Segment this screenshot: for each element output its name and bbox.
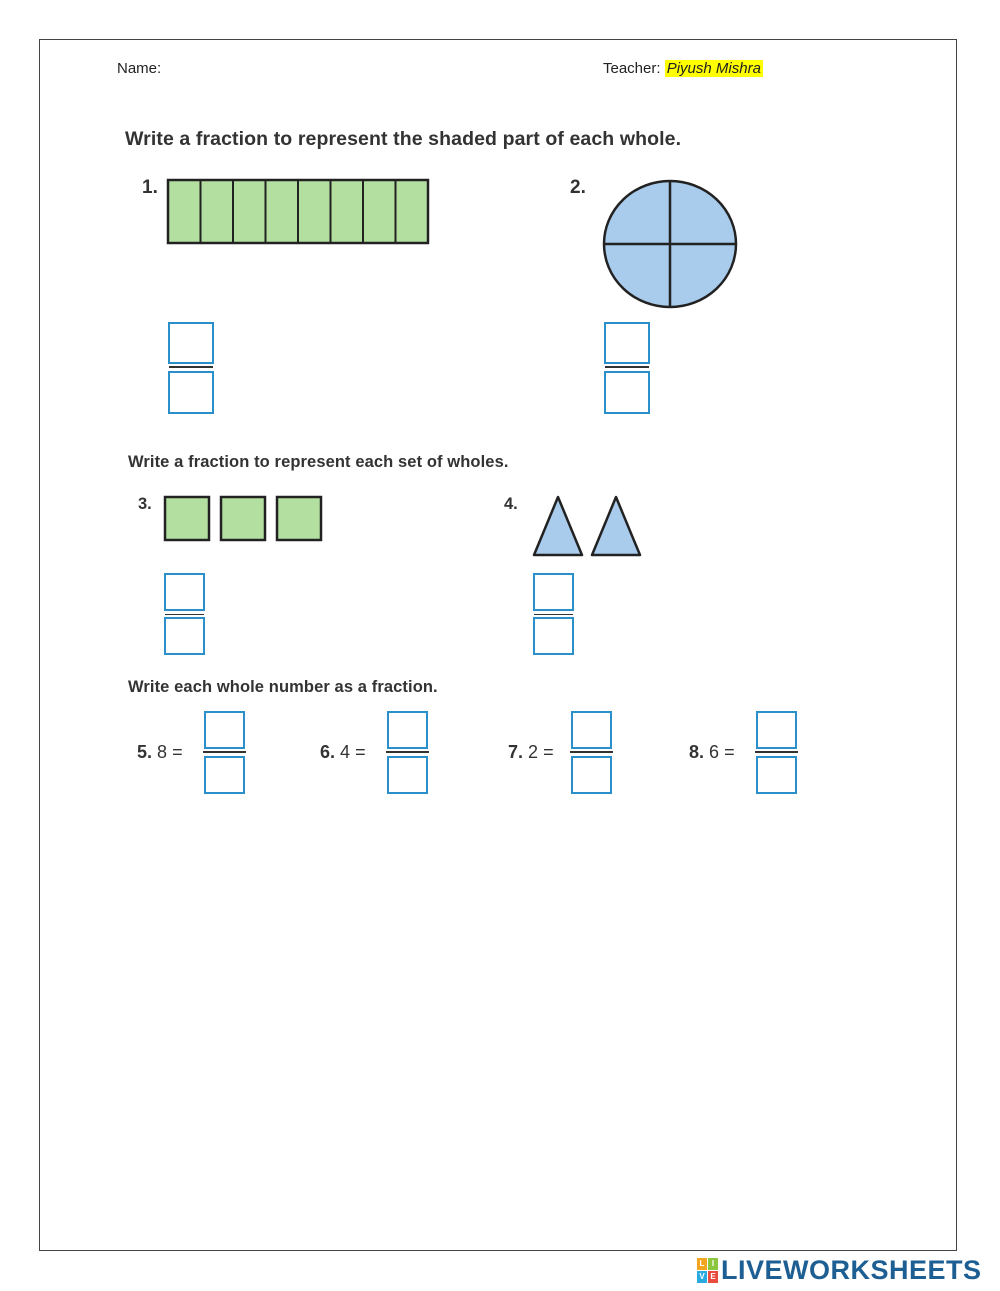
q6-denominator-input[interactable] [387,756,428,794]
question-7-equation [508,742,554,763]
question-2-number: 2. [570,177,586,198]
liveworksheets-logo [697,1255,982,1285]
logo-letter-e: E [708,1271,718,1283]
teacher-name: Piyush Mishra [666,60,761,77]
section-2-instruction: Write a fraction to represent each set of wholes. [128,453,509,471]
section-1-instruction: Write a fraction to represent the shaded part of each whole. [125,128,682,150]
q6-fraction-bar [386,751,429,753]
question-6-value: 4 [340,742,351,762]
question-5-number: 5. [137,742,153,762]
q7-numerator-input[interactable] [571,711,612,749]
logo-letter-v: V [697,1271,707,1283]
question-8-equation [689,742,735,763]
q3-fraction-bar [165,614,204,615]
q4-fraction-bar [534,614,573,615]
q8-numerator-input[interactable] [756,711,797,749]
q5-fraction-bar [203,751,246,753]
question-4-number: 4. [504,495,518,513]
question-1-rectangle-shape [166,178,432,246]
q1-denominator-input[interactable] [168,371,214,414]
q1-numerator-input[interactable] [168,322,214,364]
teacher-label-group [603,60,763,77]
question-5-value: 8 [157,742,168,762]
q7-fraction-bar [570,751,613,753]
question-5-equation [137,742,183,763]
q5-numerator-input[interactable] [204,711,245,749]
q1-fraction-bar [169,366,213,368]
brand-name: LIVEWORKSHEETS [721,1254,982,1285]
question-4-triangles-shape [531,494,645,558]
logo-mark-icon [697,1258,718,1283]
q8-denominator-input[interactable] [756,756,797,794]
q7-denominator-input[interactable] [571,756,612,794]
question-3-squares-shape [163,495,325,543]
question-5-equals: = [172,742,183,762]
question-3-number: 3. [138,495,152,513]
question-6-equals: = [355,742,366,762]
section-3-instruction: Write each whole number as a fraction. [128,678,438,696]
q2-numerator-input[interactable] [604,322,650,364]
q3-numerator-input[interactable] [164,573,205,611]
q4-numerator-input[interactable] [533,573,574,611]
question-2-circle-shape [601,178,741,312]
question-8-number: 8. [689,742,705,762]
q2-fraction-bar [605,366,649,368]
question-7-value: 2 [528,742,539,762]
question-6-number: 6. [320,742,336,762]
q8-fraction-bar [755,751,798,753]
logo-letter-i: I [708,1258,718,1270]
teacher-label: Teacher: [603,60,661,77]
q5-denominator-input[interactable] [204,756,245,794]
question-7-equals: = [543,742,554,762]
question-1-number: 1. [142,177,158,198]
q3-denominator-input[interactable] [164,617,205,655]
name-label: Name: [117,60,162,77]
question-6-equation [320,742,366,763]
logo-letter-l: L [697,1258,707,1270]
question-8-equals: = [724,742,735,762]
question-8-value: 6 [709,742,720,762]
q6-numerator-input[interactable] [387,711,428,749]
question-7-number: 7. [508,742,524,762]
q2-denominator-input[interactable] [604,371,650,414]
q4-denominator-input[interactable] [533,617,574,655]
